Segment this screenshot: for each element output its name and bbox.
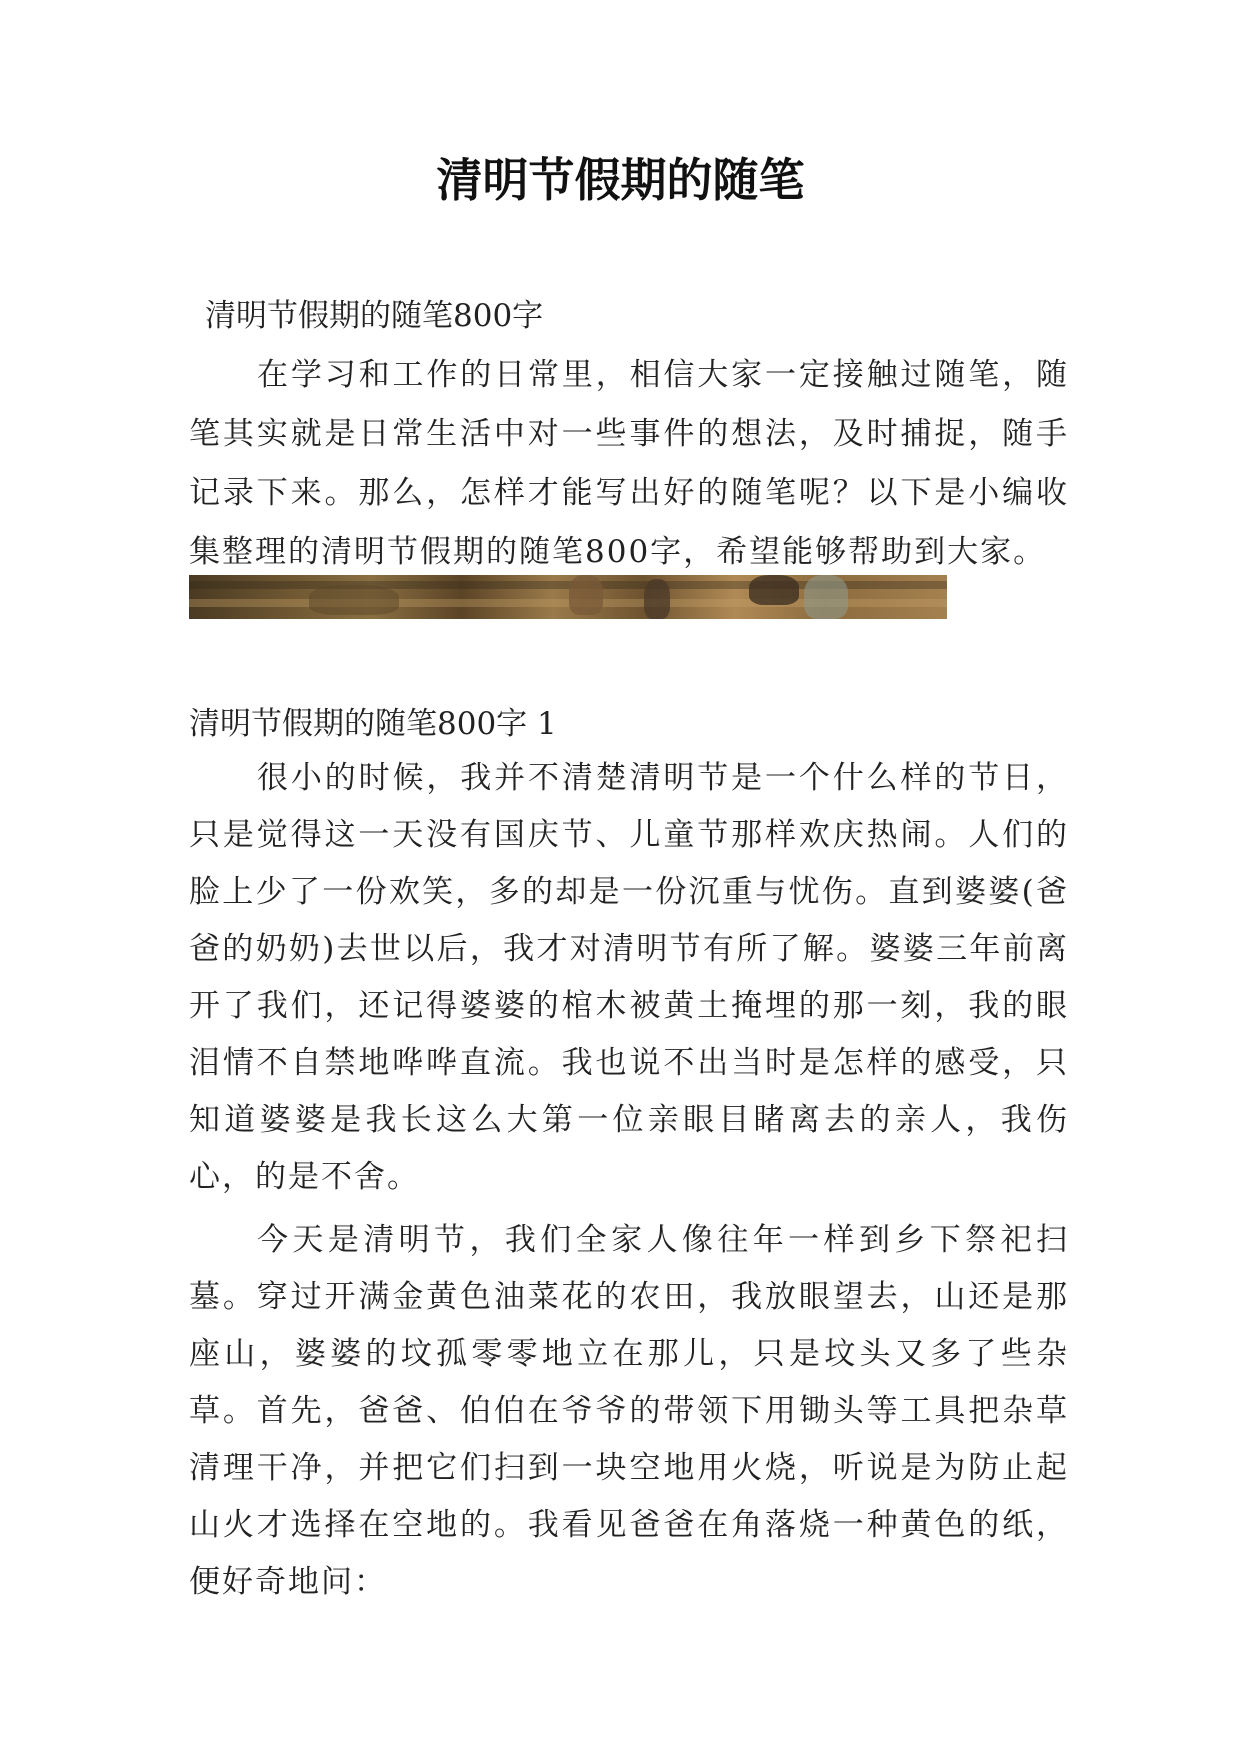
painting-image bbox=[189, 575, 947, 619]
painting-figure bbox=[309, 585, 399, 615]
body-paragraph: 今天是清明节，我们全家人像往年一样到乡下祭祀扫墓。穿过开满金黄色油菜花的农田，我放眼望去，山还是那座山，婆婆的坟孤零零地立在那儿，只是坟头又多了些杂草。首先，爸爸、伯伯在爷爷的带领下用锄头等工具把杂草清理干净，并把它们扫到一块空地用火烧，听说是为防止起山火才选择在空地的。我看见爸爸在角落烧一种黄色的纸，便好奇地问： bbox=[189, 1222, 1069, 1600]
document-subtitle: 清明节假期的随笔800字 bbox=[205, 298, 544, 334]
painting-figure bbox=[644, 579, 670, 619]
intro-paragraph: 在学习和工作的日常里，相信大家一定接触过随笔，随笔其实就是日常生活中对一些事件的想法，及时捕捉，随手记录下来。那么，怎样才能写出好的随笔呢？以下是小编收集整理的清明节假期的随笔800字，希望能够帮助到大家。 bbox=[189, 357, 1069, 570]
painting-figure bbox=[804, 575, 848, 619]
body-paragraph: 很小的时候，我并不清楚清明节是一个什么样的节日，只是觉得这一天没有国庆节、儿童节那样欢庆热闹。人们的脸上少了一份欢笑，多的却是一份沉重与忧伤。直到婆婆(爸爸的奶奶)去世以后，我才对清明节有所了解。婆婆三年前离开了我们，还记得婆婆的棺木被黄土掩埋的那一刻，我的眼泪情不自禁地哗哗直流。我也说不出当时是怎样的感受，只知道婆婆是我长这么大第一位亲眼目睹离去的亲人，我伤心，的是不舍。 bbox=[189, 760, 1069, 1195]
painting-figure bbox=[749, 575, 799, 605]
document-title: 清明节假期的随笔 bbox=[436, 153, 805, 207]
section-heading: 清明节假期的随笔800字 1 bbox=[189, 706, 557, 742]
painting-figure bbox=[569, 575, 603, 615]
